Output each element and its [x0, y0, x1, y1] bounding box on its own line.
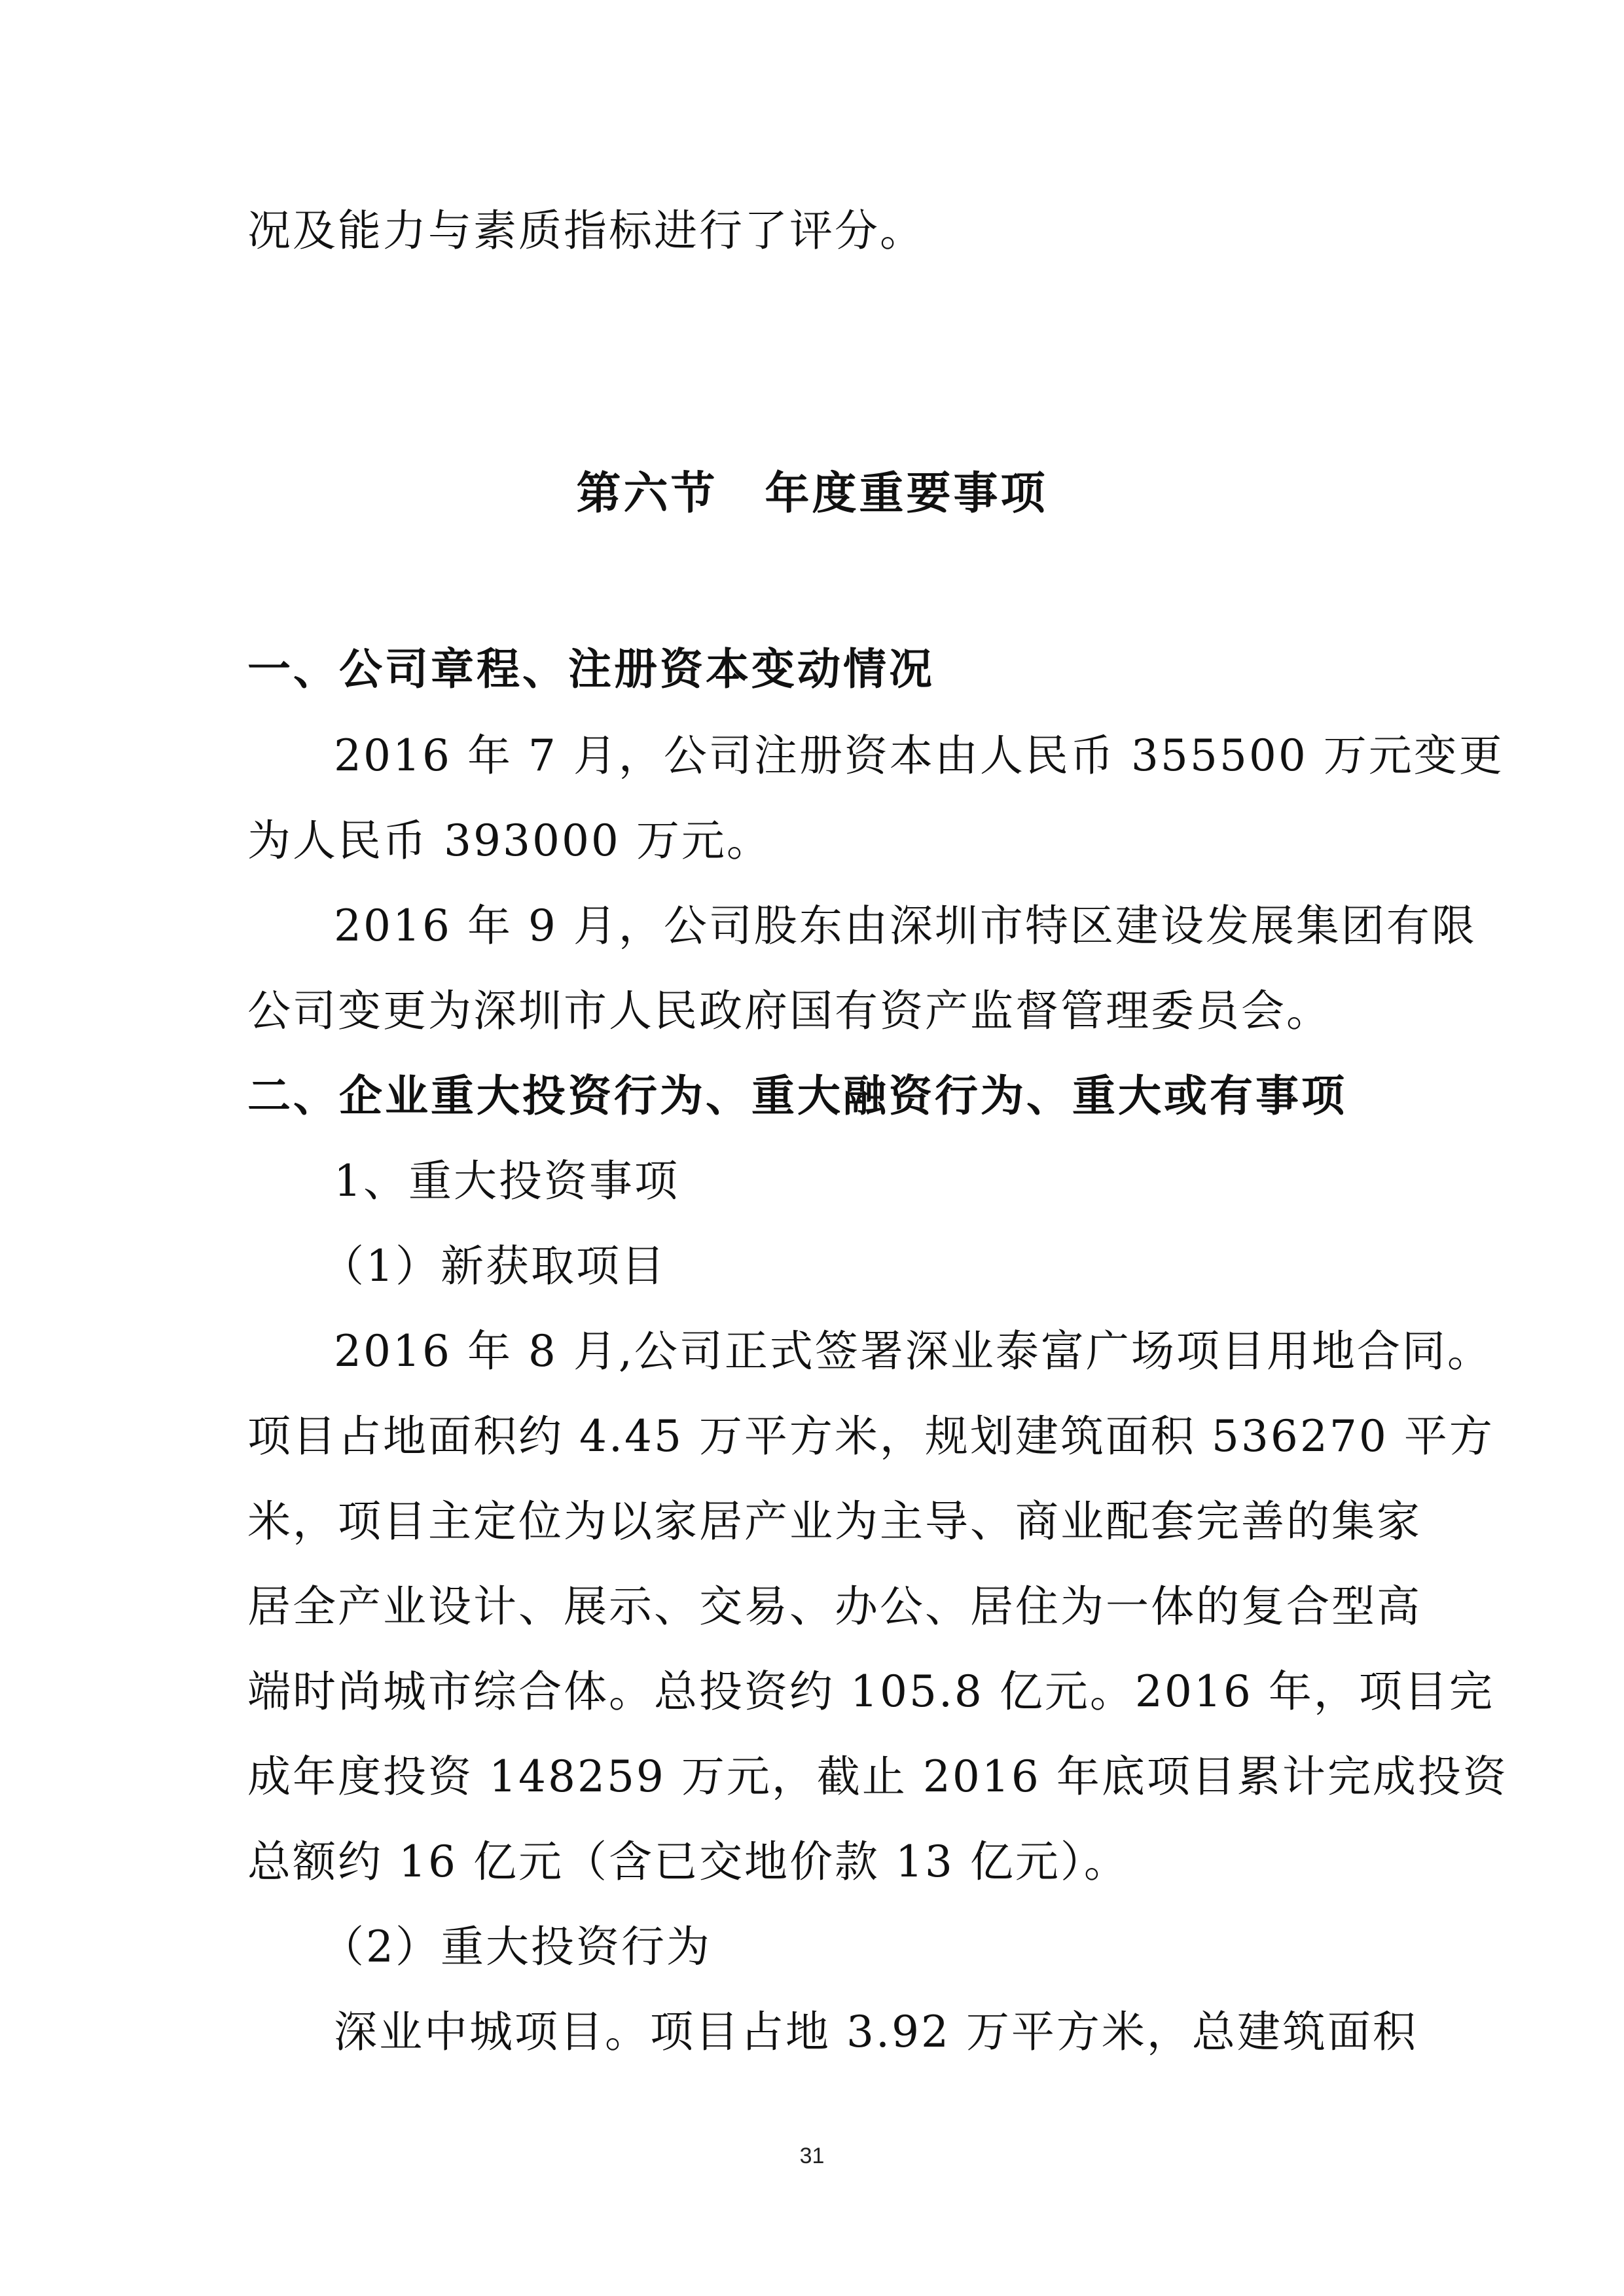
part2-para-line3: 米，项目主定位为以家居产业为主导、商业配套完善的集家 [247, 1496, 1422, 1547]
part2-sub1-2: （2）重大投资行为 [321, 1922, 712, 1972]
part1-para2-line2: 公司变更为深圳市人民政府国有资产监督管理委员会。 [247, 986, 1331, 1036]
page-number: 31 [799, 2144, 825, 2168]
part1-para2-line1: 2016 年 9 月，公司股东由深圳市特区建设发展集团有限 [334, 901, 1477, 951]
part2-heading: 二、企业重大投资行为、重大融资行为、重大或有事项 [247, 1071, 1347, 1121]
part2-para-line1: 2016 年 8 月,公司正式签署深业泰富广场项目用地合同。 [334, 1326, 1492, 1376]
part2-para-line2: 项目占地面积约 4.45 万平方米，规划建筑面积 536270 平方 [247, 1411, 1494, 1462]
part1-para1-line2: 为人民币 393000 万元。 [247, 816, 772, 866]
part1-heading: 一、公司章程、注册资本变动情况 [247, 644, 935, 694]
part2-para-line5: 端时尚城市综合体。总投资约 105.8 亿元。2016 年，项目完 [247, 1666, 1494, 1717]
part1-para1-line1: 2016 年 7 月，公司注册资本由人民币 355500 万元变更 [334, 730, 1504, 781]
section-title: 第六节 年度重要事项 [576, 468, 1048, 520]
part2-para-line4: 居全产业设计、展示、交易、办公、居住为一体的复合型高 [247, 1581, 1422, 1632]
intro-tail-line: 况及能力与素质指标进行了评分。 [247, 206, 925, 256]
part2-sub1-1: （1）新获取项目 [321, 1241, 666, 1291]
part2-para-line6: 成年度投资 148259 万元，截止 2016 年底项目累计完成投资 [247, 1751, 1508, 1802]
part2-last-line: 深业中城项目。项目占地 3.92 万平方米，总建筑面积 [334, 2007, 1418, 2057]
part2-para-line7: 总额约 16 亿元（含已交地价款 13 亿元）。 [247, 1837, 1129, 1887]
part2-sub1: 1、重大投资事项 [334, 1156, 679, 1206]
